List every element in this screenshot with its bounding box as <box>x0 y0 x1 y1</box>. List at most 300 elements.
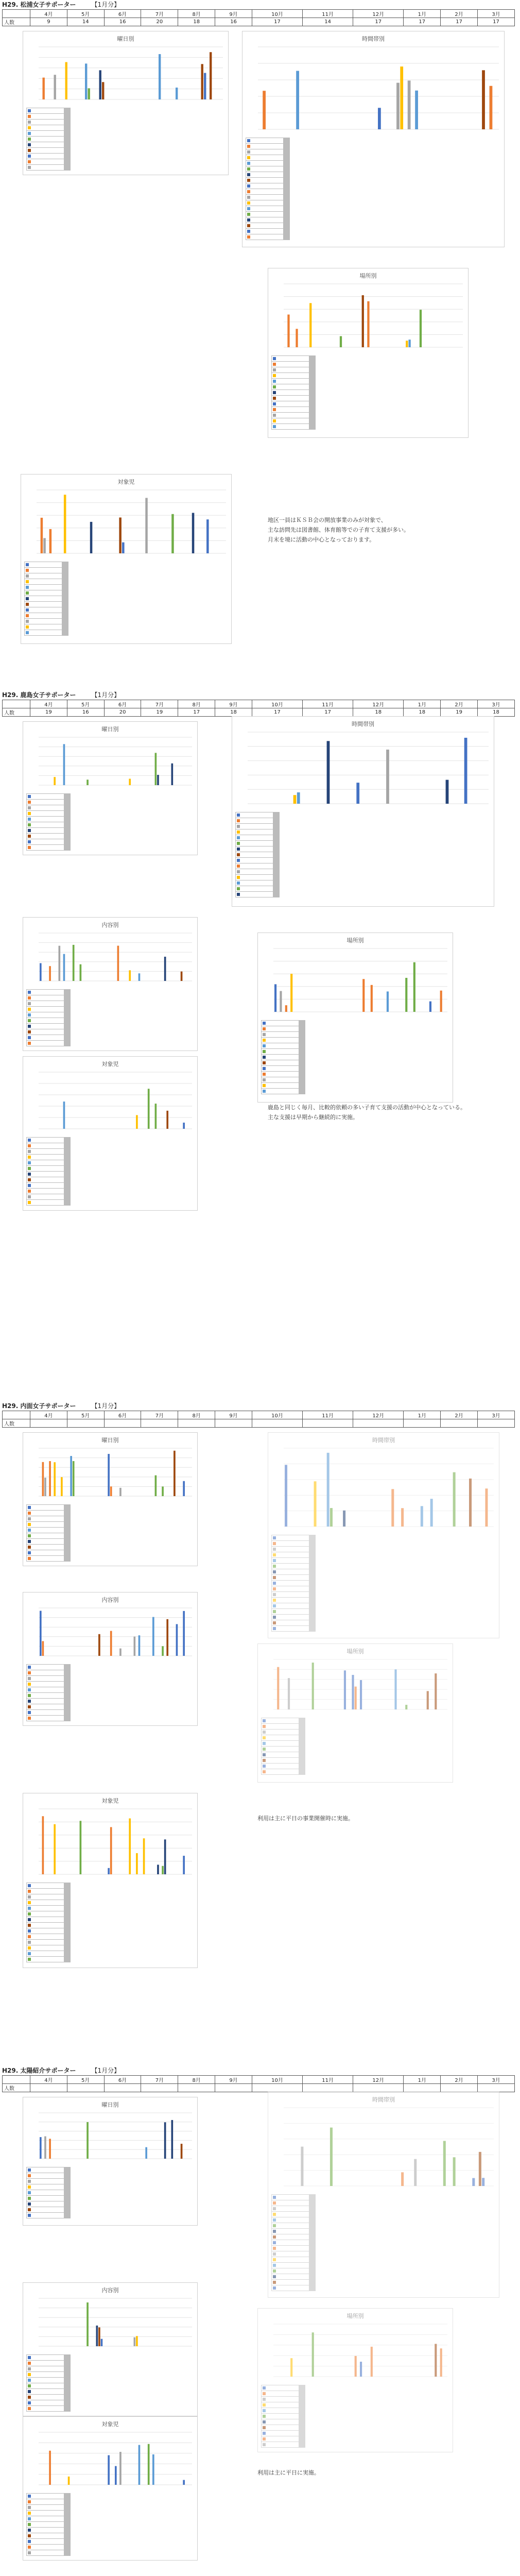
legend-key <box>27 114 64 120</box>
legend-cell <box>279 829 280 835</box>
chart-title: 時間帯別 <box>372 2096 395 2103</box>
legend-cell <box>70 2201 71 2207</box>
legend-key <box>262 1758 299 1764</box>
month-count: 17 <box>478 18 515 26</box>
bar-chart <box>29 2111 192 2165</box>
legend-key <box>262 1089 299 1094</box>
bar-mark <box>406 341 408 347</box>
bar-mark <box>159 54 161 99</box>
legend-cell <box>315 1552 316 1558</box>
legend-swatch <box>237 848 240 851</box>
row-header: 人数 <box>3 708 30 717</box>
legend-swatch <box>273 2196 276 2199</box>
legend-cell <box>315 356 316 362</box>
legend-key <box>262 1072 299 1077</box>
legend-key <box>272 1547 309 1552</box>
legend-swatch <box>273 1548 276 1551</box>
legend-key <box>25 573 62 579</box>
legend-cell <box>70 1928 71 1934</box>
legend-swatch <box>247 230 250 233</box>
bar-mark <box>482 70 485 129</box>
legend-swatch <box>273 1593 276 1596</box>
legend-key <box>25 607 62 613</box>
legend-cell <box>70 2511 71 2516</box>
chart-title: 対象児 <box>101 1061 119 1067</box>
legend-cell <box>70 1682 71 1687</box>
bar-mark <box>367 301 369 347</box>
legend-swatch <box>28 2180 31 2183</box>
legend-key <box>236 824 273 829</box>
month-count <box>404 2084 441 2092</box>
legend-key <box>27 2494 64 2499</box>
month-header: 4月 <box>30 1411 67 1419</box>
report-title-text: H29. 内面女子サポーター <box>2 1402 76 1410</box>
legend-cell <box>289 206 290 212</box>
legend-key <box>25 596 62 602</box>
bar-chart <box>29 1446 192 1502</box>
legend-key <box>27 1687 64 1693</box>
legend-key <box>27 805 64 811</box>
legend-cell <box>315 2257 316 2263</box>
legend-key <box>27 2550 64 2556</box>
chart-panel <box>23 2097 198 2226</box>
month-header: 11月 <box>303 700 353 708</box>
legend-cell <box>70 1012 71 1018</box>
bar-mark <box>401 1508 404 1527</box>
chart-plot-area <box>274 2106 494 2192</box>
bar-mark <box>174 1451 176 1496</box>
legend-swatch <box>28 1036 31 1039</box>
chart-title: 曜日別 <box>101 726 119 733</box>
chart-plot-area <box>274 1446 494 1533</box>
legend-key <box>272 2240 309 2246</box>
legend-cell <box>70 2213 71 2218</box>
legend-swatch <box>273 419 276 422</box>
report-section <box>0 1401 520 2066</box>
legend-cell <box>70 1699 71 1704</box>
legend-swatch <box>28 2500 31 2503</box>
bar-mark <box>472 2178 475 2186</box>
legend-cell <box>70 1522 71 1528</box>
legend-swatch <box>28 2390 31 2393</box>
legend-cell <box>70 822 71 828</box>
bar-mark <box>54 777 56 785</box>
legend-cell <box>70 1528 71 1533</box>
legend-cell <box>70 2400 71 2406</box>
legend-cell <box>70 1545 71 1550</box>
monthly-count-table <box>2 700 515 717</box>
month-header: 9月 <box>215 2076 252 2084</box>
legend-key <box>27 1505 64 1511</box>
legend-cell <box>70 839 71 845</box>
bar-mark <box>138 973 141 981</box>
row-header: 人数 <box>3 2084 30 2092</box>
legend-cell <box>315 2251 316 2257</box>
bar-mark <box>166 1111 168 1129</box>
legend-swatch <box>273 1621 276 1624</box>
bar-mark <box>41 518 43 553</box>
legend-cell <box>70 120 71 125</box>
bar-mark <box>143 1838 145 1874</box>
legend-cell <box>70 1687 71 1693</box>
bar-mark <box>164 1839 166 1874</box>
legend-key <box>236 812 273 818</box>
legend-key <box>27 1957 64 1962</box>
legend-cell <box>70 1029 71 1035</box>
legend-swatch <box>273 1576 276 1579</box>
bar-mark <box>134 2337 136 2346</box>
chart-panel <box>257 2308 453 2452</box>
month-header: 7月 <box>141 2076 178 2084</box>
legend-key <box>27 2522 64 2528</box>
legend-key <box>27 142 64 148</box>
bar-mark <box>101 2339 103 2346</box>
legend-key <box>25 630 62 636</box>
legend-key <box>272 2268 309 2274</box>
legend-swatch <box>28 1517 31 1520</box>
legend-cell <box>279 846 280 852</box>
legend-swatch <box>263 1084 266 1087</box>
legend-key <box>262 1021 299 1026</box>
legend-key <box>272 384 309 390</box>
bar-mark <box>263 91 266 129</box>
month-header: 2月 <box>441 2076 478 2084</box>
legend-cell <box>70 2395 71 2400</box>
legend-swatch <box>273 368 276 371</box>
legend-swatch <box>28 1150 31 1153</box>
bar-mark <box>206 519 209 553</box>
bar-chart <box>29 1807 192 1880</box>
legend-swatch <box>263 1770 266 1773</box>
bar-mark <box>312 2332 314 2377</box>
month-header: 3月 <box>478 10 515 18</box>
legend-swatch <box>28 1025 31 1028</box>
legend-key <box>27 2505 64 2511</box>
bar-mark <box>63 744 65 785</box>
chart-panel <box>23 1432 198 1566</box>
legend-swatch <box>263 1061 266 1064</box>
legend-swatch <box>28 1156 31 1159</box>
legend-key <box>27 845 64 851</box>
legend-key <box>27 1007 64 1012</box>
legend-cell <box>279 869 280 875</box>
legend-key <box>272 1598 309 1603</box>
bar-mark <box>42 1816 44 1874</box>
month-count <box>441 2084 478 2092</box>
legend-cell <box>315 1569 316 1575</box>
legend-cell <box>70 131 71 137</box>
bar-mark <box>360 1680 362 1709</box>
legend-key <box>27 1522 64 1528</box>
legend-swatch <box>28 1929 31 1933</box>
legend-cell <box>70 2196 71 2201</box>
legend-cell <box>70 2522 71 2528</box>
legend-swatch <box>263 2420 266 2424</box>
legend-cell <box>70 1041 71 1046</box>
legend-key <box>27 2400 64 2406</box>
legend-cell <box>279 818 280 824</box>
bar-mark <box>88 88 90 99</box>
legend-cell <box>70 2361 71 2366</box>
legend-swatch <box>28 840 31 843</box>
legend-key <box>272 424 309 430</box>
bar-mark <box>136 2336 138 2346</box>
bar-mark <box>296 329 298 347</box>
bar-mark <box>44 2137 46 2159</box>
chart-legend-table <box>26 989 71 1046</box>
legend-key <box>262 1032 299 1038</box>
month-header: 11月 <box>303 1411 353 1419</box>
legend-swatch <box>26 580 29 583</box>
bar-mark <box>117 946 119 981</box>
legend-swatch <box>28 1042 31 1045</box>
legend-swatch <box>28 2540 31 2543</box>
legend-swatch <box>273 2286 276 2290</box>
bar-mark <box>429 1002 431 1012</box>
legend-swatch <box>28 1173 31 1176</box>
bar-chart <box>238 730 489 810</box>
legend-key <box>27 1177 64 1183</box>
legend-swatch <box>247 150 250 154</box>
chart-plot-area <box>27 488 226 560</box>
bar-mark <box>396 83 400 129</box>
month-header: 3月 <box>478 2076 515 2084</box>
bar-mark <box>129 970 131 981</box>
legend-cell <box>70 2406 71 2412</box>
legend-key <box>272 373 309 379</box>
legend-swatch <box>273 2230 276 2233</box>
legend-key <box>27 1699 64 1704</box>
bar-mark <box>63 1101 65 1129</box>
legend-swatch <box>273 1582 276 1585</box>
legend-swatch <box>237 819 240 822</box>
month-count <box>303 1419 353 1428</box>
month-count: 17 <box>178 708 215 717</box>
bar-mark <box>148 2444 150 2485</box>
legend-swatch <box>28 1907 31 1910</box>
legend-swatch <box>263 1033 266 1036</box>
bar-mark <box>54 1462 56 1496</box>
bar-mark <box>44 1478 46 1496</box>
legend-key <box>262 2391 299 2397</box>
legend-key <box>27 1665 64 1670</box>
bar-mark <box>204 73 206 99</box>
bar-mark <box>54 75 56 99</box>
legend-key <box>27 2196 64 2201</box>
legend-key <box>236 835 273 841</box>
month-header: 6月 <box>104 1411 141 1419</box>
report-subtitle: 【1月分】 <box>91 1402 120 1410</box>
legend-key <box>27 2378 64 2383</box>
bar-mark <box>40 2137 42 2159</box>
month-count <box>104 2084 141 2092</box>
month-header: 5月 <box>67 2076 104 2084</box>
legend-key <box>27 2213 64 2218</box>
legend-key <box>27 1906 64 1911</box>
month-header: 11月 <box>303 2076 353 2084</box>
bar-mark <box>210 52 212 99</box>
legend-key <box>27 154 64 159</box>
report-title <box>2 0 120 9</box>
legend-cell <box>289 234 290 240</box>
month-count <box>252 1419 302 1428</box>
bar-mark <box>145 498 148 553</box>
bar-mark <box>155 1476 157 1496</box>
legend-swatch <box>26 586 29 589</box>
legend-cell <box>70 1183 71 1189</box>
legend-swatch <box>263 1056 266 1059</box>
bar-mark <box>297 792 300 804</box>
legend-cell <box>70 1934 71 1940</box>
month-count <box>30 1419 67 1428</box>
chart-title: 時間帯別 <box>362 36 385 42</box>
legend-swatch <box>28 818 31 821</box>
chart-panel <box>23 31 229 175</box>
bar-mark <box>183 2480 185 2485</box>
bar-mark <box>42 1641 44 1656</box>
bar-mark <box>119 517 122 553</box>
legend-key <box>272 2285 309 2291</box>
legend-key <box>27 1682 64 1687</box>
legend-cell <box>315 1615 316 1620</box>
month-header: 10月 <box>252 10 302 18</box>
month-header: 2月 <box>441 10 478 18</box>
legend-swatch <box>263 2403 266 2406</box>
bar-mark <box>54 1824 56 1874</box>
bar-mark <box>119 1649 122 1656</box>
legend-key <box>272 1552 309 1558</box>
legend-swatch <box>273 425 276 428</box>
legend-cell <box>279 812 280 818</box>
bar-mark <box>280 991 282 1012</box>
legend-key <box>262 2385 299 2391</box>
legend-key <box>246 172 284 178</box>
bar-mark <box>49 529 52 553</box>
bar-chart <box>29 735 192 791</box>
legend-key <box>246 189 284 195</box>
bar-mark <box>42 1462 44 1496</box>
legend-swatch <box>26 625 29 629</box>
legend-swatch <box>28 1952 31 1955</box>
legend-swatch <box>28 2208 31 2211</box>
chart-panel <box>23 1592 198 1726</box>
legend-cell <box>70 1018 71 1024</box>
chart-legend-table <box>261 1020 305 1094</box>
month-header: 10月 <box>252 700 302 708</box>
bar-mark <box>290 2358 292 2377</box>
legend-key <box>27 2383 64 2389</box>
legend-swatch <box>28 2214 31 2217</box>
legend-swatch <box>28 2191 31 2194</box>
legend-cell <box>70 1889 71 1894</box>
legend-key <box>262 1049 299 1055</box>
legend-cell <box>289 172 290 178</box>
legend-cell <box>70 2167 71 2173</box>
legend-swatch <box>237 836 240 839</box>
legend-swatch <box>28 1671 31 1674</box>
legend-key <box>236 886 273 892</box>
legend-cell <box>70 154 71 159</box>
legend-swatch <box>28 126 31 129</box>
chart-title: 対象児 <box>101 2421 119 2428</box>
legend-swatch <box>247 179 250 182</box>
report-title-text: H29. 鹿島女子サポーター <box>2 691 76 699</box>
legend-key <box>272 2234 309 2240</box>
legend-key <box>262 1752 299 1758</box>
legend-key <box>27 2389 64 2395</box>
legend-swatch <box>28 2495 31 2498</box>
legend-cell <box>289 183 290 189</box>
chart-title: 曜日別 <box>101 2102 119 2108</box>
legend-swatch <box>247 213 250 216</box>
legend-cell <box>70 2389 71 2395</box>
legend-swatch <box>28 829 31 832</box>
legend-swatch <box>28 132 31 135</box>
legend-cell <box>315 424 316 430</box>
legend-key <box>272 1581 309 1586</box>
report-subtitle: 【1月分】 <box>91 691 120 699</box>
legend-cell <box>289 229 290 234</box>
month-header: 7月 <box>141 700 178 708</box>
legend-swatch <box>273 2281 276 2284</box>
legend-swatch <box>26 591 29 595</box>
month-header: 2月 <box>441 700 478 708</box>
legend-cell <box>70 1539 71 1545</box>
legend-swatch <box>28 1551 31 1554</box>
bar-mark <box>435 2344 437 2377</box>
legend-key <box>246 178 284 183</box>
legend-key <box>27 2355 64 2361</box>
legend-cell <box>70 845 71 851</box>
legend-key <box>27 131 64 137</box>
legend-swatch <box>273 408 276 411</box>
legend-key <box>27 1166 64 1172</box>
legend-key <box>262 2419 299 2425</box>
bar-mark <box>285 1465 287 1527</box>
legend-key <box>27 1024 64 1029</box>
legend-cell <box>70 2366 71 2372</box>
legend-cell <box>315 2195 316 2200</box>
legend-key <box>27 1149 64 1155</box>
bar-mark <box>164 2122 166 2159</box>
month-header: 4月 <box>30 2076 67 2084</box>
bar-mark <box>98 2327 100 2346</box>
legend-cell <box>315 413 316 418</box>
legend-key <box>27 794 64 800</box>
chart-plot-area <box>29 2111 192 2165</box>
bar-mark <box>327 1453 330 1527</box>
report-note: 利用は主に平日の事業開催時に実施。 <box>257 1815 354 1822</box>
legend-swatch <box>263 1078 266 1081</box>
bar-mark <box>86 2302 89 2346</box>
bar-mark <box>401 2172 404 2186</box>
legend-cell <box>70 159 71 165</box>
bar-mark <box>171 764 174 785</box>
legend-key <box>272 413 309 418</box>
bar-mark <box>40 963 42 981</box>
bar-mark <box>110 1631 112 1656</box>
legend-key <box>236 841 273 846</box>
legend-key <box>27 2533 64 2539</box>
legend-key <box>27 1516 64 1522</box>
legend-key <box>272 390 309 396</box>
legend-swatch <box>28 2529 31 2532</box>
legend-key <box>272 2206 309 2212</box>
bar-mark <box>96 2326 98 2346</box>
legend-swatch <box>28 2202 31 2206</box>
legend-swatch <box>28 2401 31 2404</box>
report-title <box>2 690 120 699</box>
